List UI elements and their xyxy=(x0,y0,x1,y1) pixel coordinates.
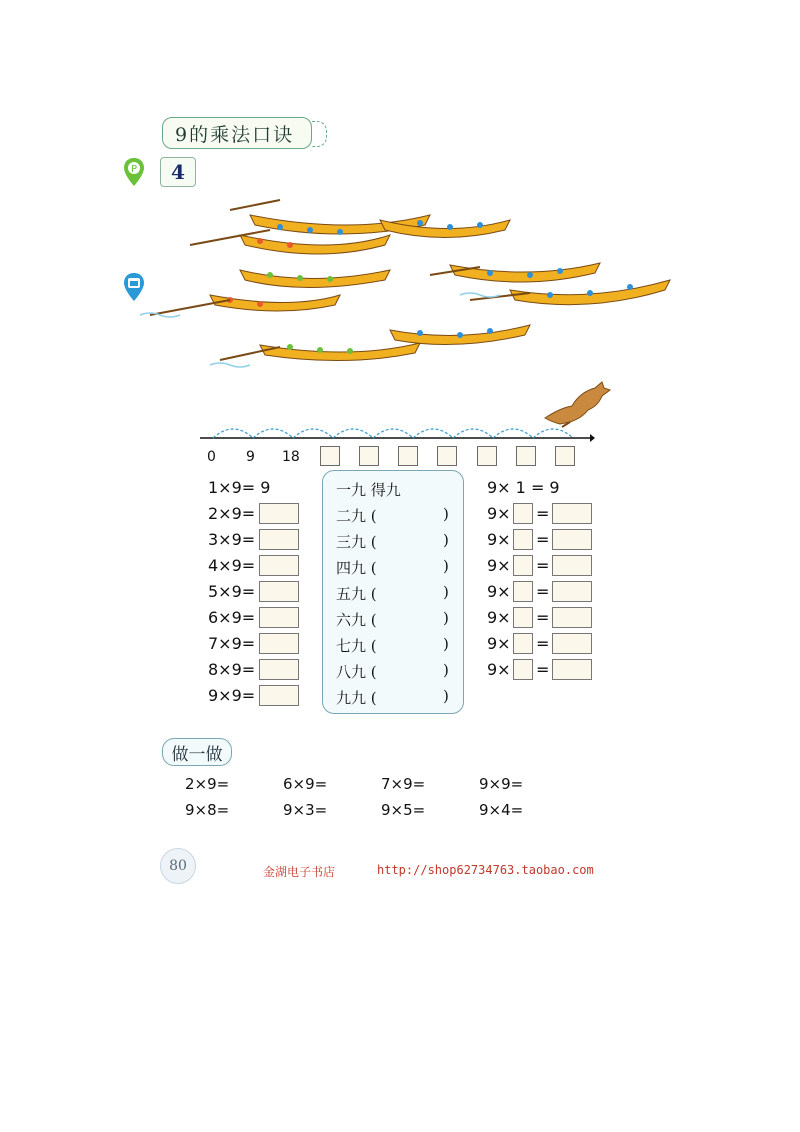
number-line-blank[interactable] xyxy=(320,446,340,466)
rhyme-line: 七九 ( xyxy=(336,637,377,655)
number-line-blank[interactable] xyxy=(555,446,575,466)
answer-box[interactable] xyxy=(259,685,299,706)
equals-sign: = xyxy=(536,582,550,601)
answer-box[interactable] xyxy=(552,633,592,654)
factor-box[interactable] xyxy=(513,503,533,524)
rhyme-close-paren: ) xyxy=(443,687,449,705)
answer-box[interactable] xyxy=(552,607,592,628)
answer-box[interactable] xyxy=(259,555,299,576)
number-line-label: 9 xyxy=(246,449,255,465)
equation: 2×9= xyxy=(208,504,256,523)
rhyme-close-paren: ) xyxy=(443,661,449,679)
rhyme-close-paren: ) xyxy=(443,609,449,627)
rhyme-close-paren: ) xyxy=(443,531,449,549)
factor-box[interactable] xyxy=(513,529,533,550)
equation: 8×9= xyxy=(208,660,256,679)
dragon-boats-illustration xyxy=(130,175,690,375)
exercise: 9×3= xyxy=(283,801,328,819)
equation-prefix: 9× xyxy=(487,634,511,653)
equation: 9× 1 = 9 xyxy=(487,478,560,497)
number-line-blank[interactable] xyxy=(437,446,457,466)
answer-box[interactable] xyxy=(259,581,299,602)
equation-prefix: 9× xyxy=(487,556,511,575)
answer-box[interactable] xyxy=(552,659,592,680)
answer-box[interactable] xyxy=(552,581,592,602)
equation: 7×9= xyxy=(208,634,256,653)
rhyme-line: 二九 ( xyxy=(336,507,377,525)
rhyme-line: 八九 ( xyxy=(336,663,377,681)
exercise: 6×9= xyxy=(283,775,328,793)
equation-prefix: 9× xyxy=(487,660,511,679)
shop-name: 金湖电子书店 xyxy=(263,865,336,879)
equation-prefix: 9× xyxy=(487,504,511,523)
equals-sign: = xyxy=(536,660,550,679)
equals-sign: = xyxy=(536,530,550,549)
equals-sign: = xyxy=(536,504,550,523)
equals-sign: = xyxy=(536,608,550,627)
answer-box[interactable] xyxy=(259,633,299,654)
answer-box[interactable] xyxy=(259,529,299,550)
exercise: 9×5= xyxy=(381,801,426,819)
factor-box[interactable] xyxy=(513,607,533,628)
equation: 3×9= xyxy=(208,530,256,549)
equation-prefix: 9× xyxy=(487,582,511,601)
rhyme-close-paren: ) xyxy=(443,583,449,601)
equation: 9×9= xyxy=(208,686,256,705)
shop-url[interactable]: http://shop62734763.taobao.com xyxy=(377,863,594,877)
exercise: 7×9= xyxy=(381,775,426,793)
rhyme-line: 五九 ( xyxy=(336,585,377,603)
exercise: 9×4= xyxy=(479,801,524,819)
number-line-blank[interactable] xyxy=(359,446,379,466)
factor-box[interactable] xyxy=(513,659,533,680)
answer-box[interactable] xyxy=(552,529,592,550)
equation: 4×9= xyxy=(208,556,256,575)
exercise: 9×8= xyxy=(185,801,230,819)
equals-sign: = xyxy=(536,556,550,575)
example-number: 4 xyxy=(160,157,196,187)
lesson-title: 9的乘法口诀 xyxy=(162,117,312,149)
exercise: 9×9= xyxy=(479,775,524,793)
number-line xyxy=(195,412,595,446)
rhyme-line: 三九 ( xyxy=(336,533,377,551)
equation: 6×9= xyxy=(208,608,256,627)
answer-box[interactable] xyxy=(259,607,299,628)
rhyme-line: 九九 ( xyxy=(336,689,377,707)
factor-box[interactable] xyxy=(513,581,533,602)
answer-box[interactable] xyxy=(552,503,592,524)
equation-prefix: 9× xyxy=(487,608,511,627)
rhyme-close-paren: ) xyxy=(443,557,449,575)
page-number: 80 xyxy=(160,848,196,884)
rhyme-close-paren: ) xyxy=(443,635,449,653)
number-line-blank[interactable] xyxy=(516,446,536,466)
rhyme-close-paren: ) xyxy=(443,505,449,523)
rhyme-line: 六九 ( xyxy=(336,611,377,629)
number-line-label: 18 xyxy=(282,449,300,465)
equation: 1×9= 9 xyxy=(208,478,271,497)
equals-sign: = xyxy=(536,634,550,653)
equation-prefix: 9× xyxy=(487,530,511,549)
factor-box[interactable] xyxy=(513,555,533,576)
number-line-blank[interactable] xyxy=(477,446,497,466)
svg-text:P: P xyxy=(130,164,138,175)
equation: 5×9= xyxy=(208,582,256,601)
rhyme-line: 一九 得九 xyxy=(336,481,401,499)
answer-box[interactable] xyxy=(552,555,592,576)
rhyme-line: 四九 ( xyxy=(336,559,377,577)
answer-box[interactable] xyxy=(259,503,299,524)
number-line-label: 0 xyxy=(207,449,216,465)
practice-label: 做一做 xyxy=(162,738,232,766)
number-line-blank[interactable] xyxy=(398,446,418,466)
factor-box[interactable] xyxy=(513,633,533,654)
answer-box[interactable] xyxy=(259,659,299,680)
exercise: 2×9= xyxy=(185,775,230,793)
